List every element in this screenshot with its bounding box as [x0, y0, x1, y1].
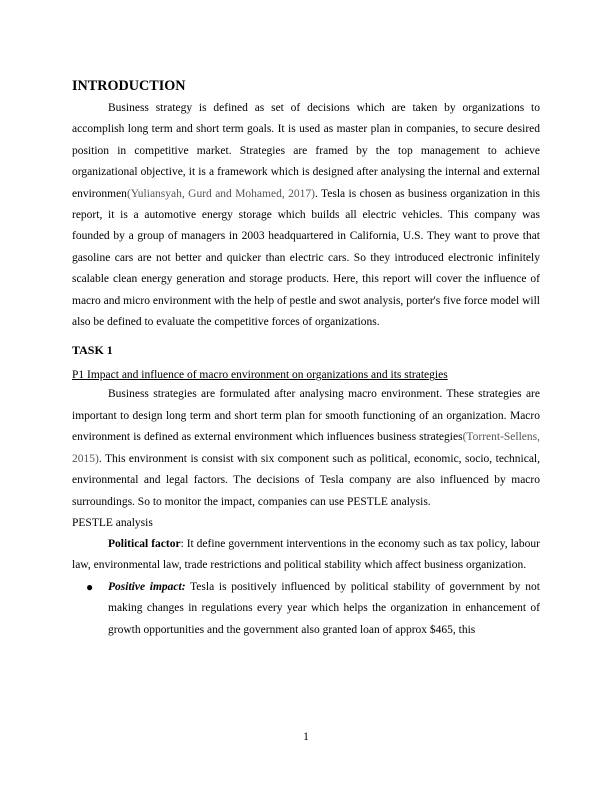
- task1-citation: (Torrent-Sellens, 2015): [72, 431, 540, 465]
- intro-text-a: Business strategy is defined as set of decisions which are taken by organizations to accomplish long term and short term goals. It is used as master plan in companies, to secure desired position in competitive market. Strategies are framed by the top management to achieve organizational objective, it is a framework which is designed after analysing the internal and external environmen: [72, 102, 540, 200]
- task1-heading: TASK 1: [72, 343, 113, 358]
- document-page: [72, 76, 540, 641]
- positive-impact-text: Tesla is positively influenced by political stability of government by not making changes in regulations every year which helps the organization in enhancement of growth opportunities and the government also granted loan of approx $465, this: [108, 580, 540, 636]
- task1-text-b: . This environment is consist with six component such as political, economic, socio, technical, environmental and legal factors. The decisions of Tesla company are also influenced by macro surroundings. So to monitor the impact, companies can use PESTLE analysis.: [72, 452, 540, 508]
- political-text: : It define government interventions in the economy such as tax policy, labour law, environmental law, trade restrictions and political stability which affect business organization.: [72, 537, 540, 572]
- intro-heading: INTRODUCTION: [72, 78, 186, 94]
- task1-text-a: Business strategies are formulated after analysing macro environment. These strategies are important to design long term and short term plan for smooth functioning of an organization. Macro environment is defined as external environment which influences business strategies: [72, 388, 540, 444]
- political-paragraph: [72, 534, 540, 577]
- task1-paragraph: [72, 384, 540, 512]
- positive-impact-label: Positive impact:: [108, 580, 186, 593]
- task1-subheading: P1 Impact and influence of macro environment on organizations and its strategies: [72, 369, 448, 382]
- intro-text-b: . Tesla is chosen as business organization in this report, it is a automotive energy storage which builds all electric vehicles. This company was founded by a group of managers in 2003 headquartered in California, U.S. They want to prove that gasoline cars are not better and quicker than electric cars. So they introduced electronic infinitely scalable clean energy generation and storage products. Here, this report will cover the influence of macro and micro environment with the help of pestle and swot analysis, porter's five force model will also be defined to evaluate the competitive forces of organizations.: [72, 187, 540, 329]
- intro-paragraph: [72, 98, 540, 333]
- pestle-label: PESTLE analysis: [72, 516, 153, 529]
- bullet-icon: ●: [86, 579, 94, 594]
- page-number: 1: [303, 731, 309, 743]
- intro-citation: (Yuliansyah, Gurd and Mohamed, 2017): [126, 187, 315, 200]
- positive-impact-bullet: [72, 577, 540, 641]
- political-label: Political factor: [108, 537, 181, 550]
